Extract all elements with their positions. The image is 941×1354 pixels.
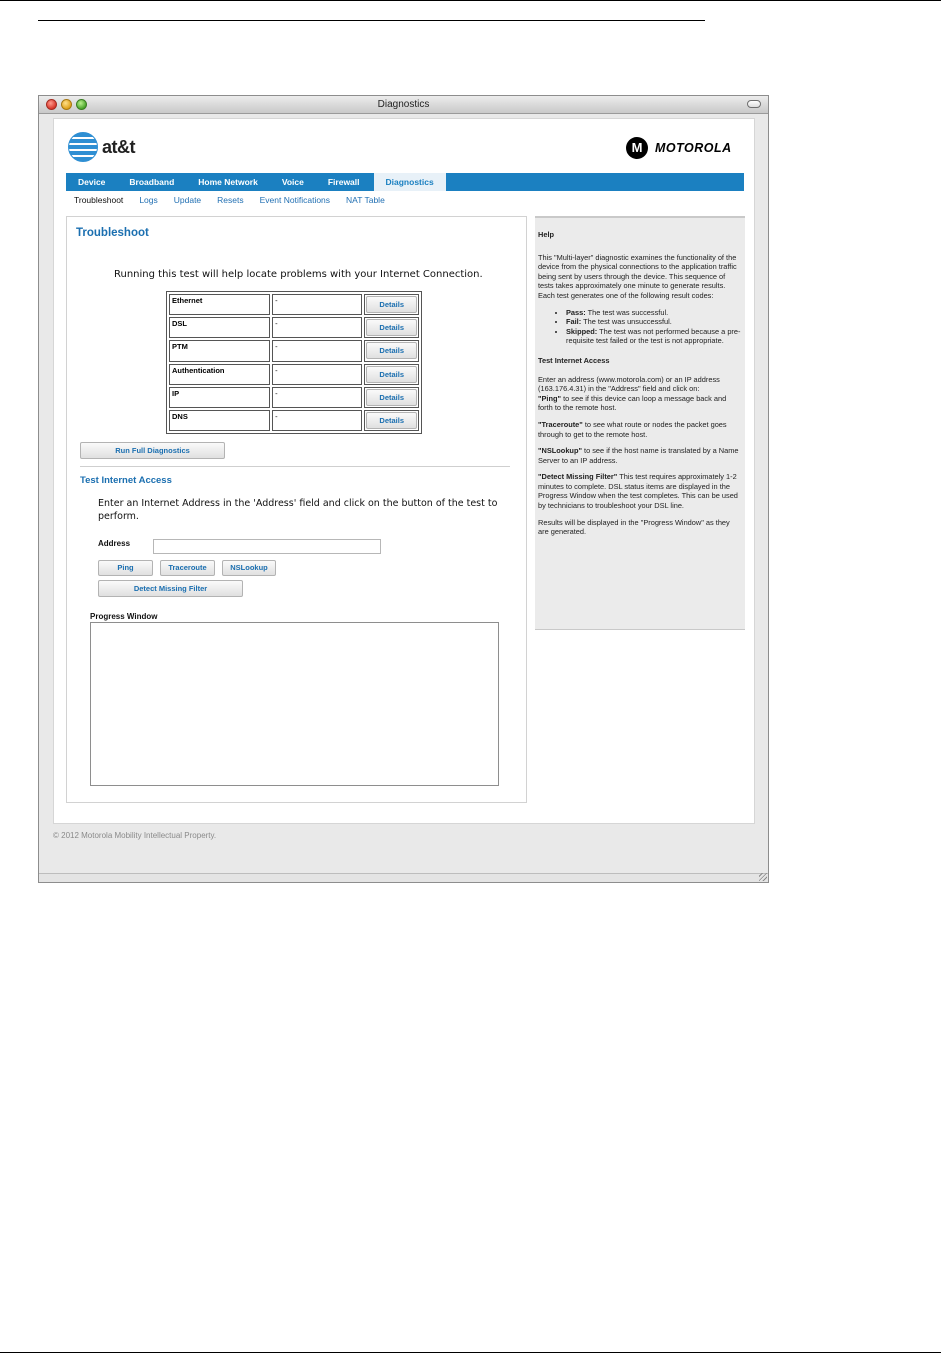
table-row — [168, 363, 420, 386]
sub-nav — [66, 191, 744, 209]
address-input[interactable] — [153, 539, 381, 554]
table-row — [168, 293, 420, 316]
page-header-rule — [38, 20, 705, 21]
help-results-text: Results will be displayed in the "Progress Window" as they are generated. — [538, 517, 730, 537]
nav-tab-home-network[interactable]: Home Network — [198, 177, 258, 187]
test-access-instructions: Enter an Internet Address in the 'Address' field and click on the button of the test to perform. — [98, 498, 498, 522]
nav-tab-voice[interactable]: Voice — [281, 177, 304, 187]
address-label: Address — [98, 539, 131, 548]
subnav-logs[interactable]: Logs — [139, 195, 158, 205]
help-test-access-heading: Test Internet Access — [538, 355, 610, 365]
toolbar-toggle-icon[interactable] — [747, 100, 761, 108]
authentication-details-button[interactable]: Details — [366, 366, 417, 383]
nav-tab-firewall[interactable]: Firewall — [327, 177, 360, 187]
motorola-batwing-icon: M — [626, 137, 648, 159]
details-cell — [364, 294, 419, 315]
subnav-event-notifications[interactable]: Event Notifications — [259, 195, 331, 205]
resize-grip-icon[interactable] — [759, 873, 767, 881]
diagnostic-results-table — [166, 291, 422, 434]
details-cell — [364, 410, 419, 431]
intro-text: Running this test will help locate problems with your Internet Connection. — [114, 269, 483, 280]
help-title: Help — [538, 230, 555, 239]
motorola-logo-text: MOTOROLA — [655, 141, 732, 155]
subnav-resets[interactable]: Resets — [217, 195, 244, 205]
result-code-term: Fail: — [566, 317, 582, 327]
details-cell — [364, 317, 419, 338]
nav-tab-device[interactable]: Device — [78, 177, 106, 187]
test-status: - — [272, 340, 362, 361]
result-code-desc: The test was unsuccessful. — [581, 317, 672, 327]
table-row — [168, 386, 420, 409]
ip-details-button[interactable]: Details — [366, 389, 417, 406]
list-item — [566, 327, 742, 346]
page-bottom-rule — [0, 1352, 941, 1353]
test-internet-access-heading: Test Internet Access — [80, 475, 172, 486]
ptm-details-button[interactable]: Details — [366, 342, 417, 359]
test-name: PTM — [169, 340, 270, 361]
subnav-update[interactable]: Update — [173, 195, 202, 205]
help-nslookup-term: "NSLookup" — [538, 446, 582, 456]
list-item — [566, 317, 742, 327]
section-divider — [80, 466, 510, 467]
details-cell — [364, 387, 419, 408]
test-name: DNS — [169, 410, 270, 431]
result-code-term: Skipped: — [566, 326, 598, 336]
help-traceroute-text — [538, 420, 742, 439]
test-status: - — [272, 364, 362, 385]
traceroute-button[interactable]: Traceroute — [160, 560, 215, 576]
table-row — [168, 316, 420, 339]
test-name: Ethernet — [169, 294, 270, 315]
result-code-term: Pass: — [566, 307, 586, 317]
page-title: Troubleshoot — [76, 227, 149, 239]
window-status-bar — [39, 873, 768, 882]
subnav-troubleshoot[interactable]: Troubleshoot — [74, 195, 124, 205]
test-name: Authentication — [169, 364, 270, 385]
subnav-nat-table[interactable]: NAT Table — [346, 195, 385, 205]
test-status: - — [272, 317, 362, 338]
list-item — [566, 308, 742, 318]
details-cell — [364, 364, 419, 385]
help-filter-term: "Detect Missing Filter" — [538, 472, 618, 482]
test-status: - — [272, 410, 362, 431]
run-full-diagnostics-button[interactable]: Run Full Diagnostics — [80, 442, 225, 459]
nav-tab-diagnostics[interactable]: Diagnostics — [374, 173, 446, 191]
result-code-desc: The test was not performed because a pre-requisite test failed or the test is not appropriate. — [566, 326, 741, 346]
progress-window[interactable] — [90, 622, 499, 786]
troubleshoot-panel — [66, 216, 527, 803]
dns-details-button[interactable]: Details — [366, 412, 417, 429]
help-ping-term: "Ping" — [538, 393, 562, 403]
window-title: Diagnostics — [377, 99, 430, 110]
ping-button[interactable]: Ping — [98, 560, 153, 576]
window-titlebar[interactable] — [39, 96, 768, 114]
main-nav — [66, 173, 744, 191]
test-name: DSL — [169, 317, 270, 338]
details-cell — [364, 340, 419, 361]
help-intro: This "Multi-layer" diagnostic examines the functionality of the device from the physical connections to the application traffic being sent by users through the device. This sequence of tests takes approximately one minute to generate results. Each test generates one of the following result codes: — [538, 252, 737, 300]
page-top-rule — [0, 0, 941, 1]
progress-window-label: Progress Window — [90, 612, 158, 621]
detect-missing-filter-button[interactable]: Detect Missing Filter — [98, 580, 243, 597]
copyright-footer: © 2012 Motorola Mobility Intellectual Property. — [53, 831, 217, 840]
att-logo-text: at&t — [102, 137, 135, 157]
help-panel — [535, 216, 745, 630]
help-traceroute-term: "Traceroute" — [538, 419, 583, 429]
help-traceroute-desc: to see what route or nodes the packet goes through to get to the remote host. — [538, 419, 727, 439]
nav-tab-broadband[interactable]: Broadband — [129, 177, 175, 187]
result-code-desc: The test was successful. — [585, 307, 669, 317]
help-nslookup-text — [538, 446, 742, 465]
help-filter-desc: This test requires approximately 1-2 minutes to complete. DSL status items are displayed in the Progress Window when the test completes. This can be used by technicians to troubleshoot your DSL line. — [538, 472, 738, 511]
router-page — [53, 118, 755, 824]
help-filter-text — [538, 472, 742, 510]
test-status: - — [272, 294, 362, 315]
help-test-access-intro: Enter an address (www.motorola.com) or an IP address (163.176.4.31) in the "Address" field and click on: — [538, 374, 720, 394]
test-name: IP — [169, 387, 270, 408]
help-test-access-text — [538, 375, 742, 413]
table-row — [168, 339, 420, 362]
test-status: - — [272, 387, 362, 408]
result-code-list — [566, 308, 742, 346]
nslookup-button[interactable]: NSLookup — [222, 560, 276, 576]
table-row — [168, 409, 420, 432]
help-ping-desc: to see if this device can loop a message back and forth to the remote host. — [538, 393, 727, 413]
browser-window — [38, 95, 769, 883]
dsl-details-button[interactable]: Details — [366, 319, 417, 336]
ethernet-details-button[interactable]: Details — [366, 296, 417, 313]
att-globe-icon — [68, 132, 98, 162]
help-nslookup-desc: to see if the host name is translated by a Name Server to an IP address. — [538, 446, 739, 465]
